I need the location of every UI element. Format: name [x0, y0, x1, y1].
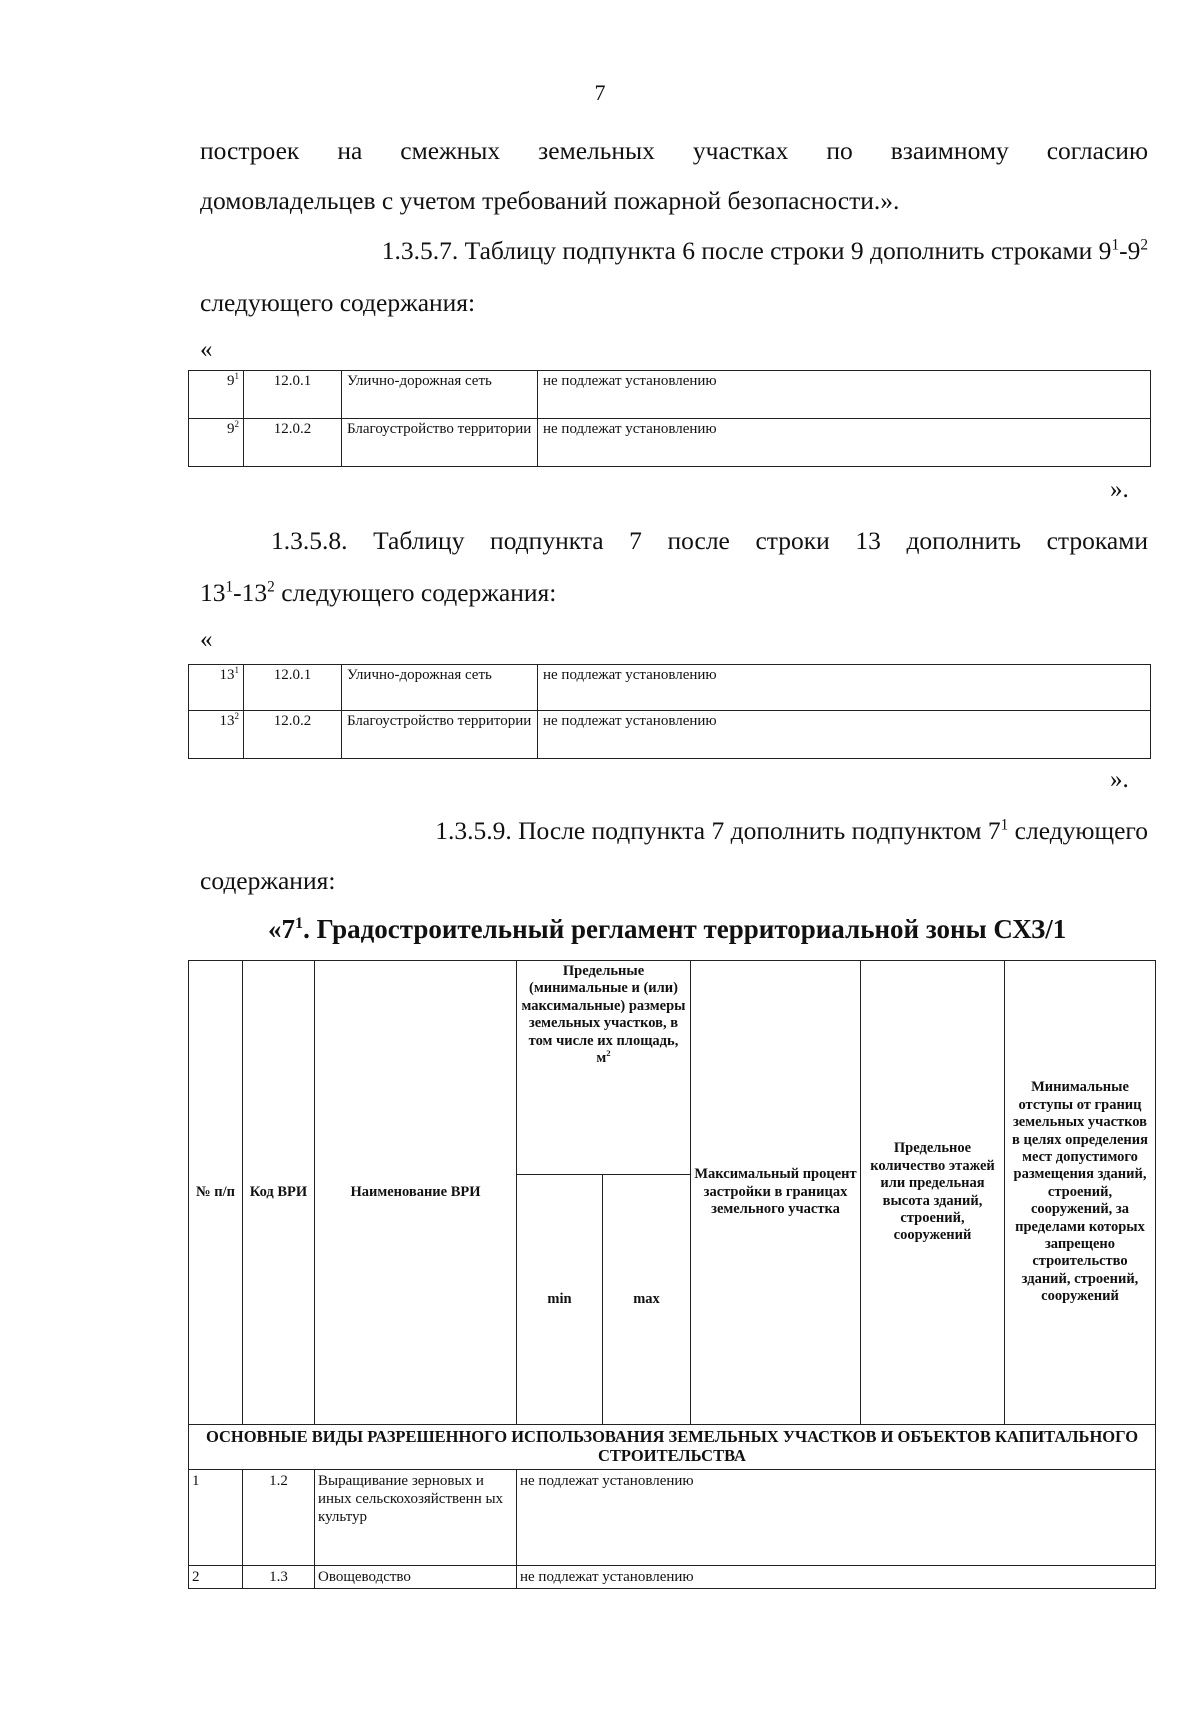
header-num: № п/п	[189, 961, 243, 1425]
header-max: max	[603, 1175, 691, 1425]
row-name: Улично-дорожная сеть	[342, 371, 538, 419]
header-code: Код ВРИ	[243, 961, 315, 1425]
row-code: 12.0.2	[244, 419, 342, 467]
page-number: 7	[594, 80, 606, 105]
table-row	[189, 711, 1151, 759]
table-row	[189, 1565, 1156, 1588]
row-num: $9^1$	[189, 371, 244, 419]
row-name: Овощеводство	[315, 1565, 517, 1588]
header-floors: Предельное количество этажей или предельная высота зданий, строений, сооружений	[861, 961, 1005, 1425]
table-row	[189, 665, 1151, 711]
header-size: Предельные (минимальные и (или) максимальные) размеры земельных участков, в том числе их площадь, $м^2$	[517, 961, 691, 1175]
header-name: Наименование ВРИ	[315, 961, 517, 1425]
item-1358: 1.3.5.8. Таблицу подпункта 7 после строки 13 дополнить строками	[271, 526, 1148, 555]
row-value: не подлежат установлению	[538, 665, 1151, 711]
row-code: 1.3	[243, 1565, 315, 1588]
table-row	[189, 419, 1151, 467]
header-setback: Минимальные отступы от границ земельных участков в целях определения мест допустимого размещения зданий, строений, сооружений, за пределами которых запрещено строительство зданий, строений, сооружений	[1005, 961, 1156, 1425]
open-quote: «	[200, 626, 213, 653]
header-row	[189, 961, 1156, 1175]
close-quote: ».	[1110, 476, 1129, 503]
header-percent: Максимальный процент застройки в границах земельного участка	[691, 961, 861, 1425]
row-name: Улично-дорожная сеть	[342, 665, 538, 711]
table-row	[189, 1469, 1156, 1565]
item-1359-line2: содержания:	[200, 866, 336, 895]
row-value: не подлежат установлению	[538, 371, 1151, 419]
row-code: 12.0.1	[244, 371, 342, 419]
paragraph-line: домовладельцев с учетом требований пожарной безопасности.».	[200, 186, 900, 215]
section-row	[189, 1425, 1156, 1470]
row-code: 12.0.1	[244, 665, 342, 711]
row-value: не подлежат установлению	[517, 1565, 1156, 1588]
item-1359: 1.3.5.9. После подпункта 7 дополнить подпунктом $7^1$ следующего	[435, 816, 1148, 845]
row-num: $13^1$	[189, 665, 244, 711]
row-code: 12.0.2	[244, 711, 342, 759]
row-name: Благоустройство территории	[342, 711, 538, 759]
item-1357-line2: следующего содержания:	[200, 288, 476, 317]
item-1358-line2: $13^1-13^2$ следующего содержания:	[200, 578, 557, 607]
row-code: 1.2	[243, 1469, 315, 1565]
section-title: ОСНОВНЫЕ ВИДЫ РАЗРЕШЕННОГО ИСПОЛЬЗОВАНИЯ ЗЕМЕЛЬНЫХ УЧАСТКОВ И ОБЪЕКТОВ КАПИТАЛЬНОГО СТРОИТЕЛЬСТВА	[189, 1425, 1156, 1470]
open-quote: «	[200, 336, 213, 363]
table-a	[188, 370, 1151, 467]
row-num: 1	[189, 1469, 243, 1565]
row-num: 2	[189, 1565, 243, 1588]
regulation-table	[188, 960, 1156, 1589]
paragraph-line: построек на смежных земельных участках по взаимному согласию	[200, 136, 1148, 165]
row-name: Выращивание зерновых и иных сельскохозяйственн ых культур	[315, 1469, 517, 1565]
row-num: $13^2$	[189, 711, 244, 759]
row-value: не подлежат установлению	[538, 711, 1151, 759]
header-min: min	[517, 1175, 603, 1425]
row-value: не подлежат установлению	[517, 1469, 1156, 1565]
table-b	[188, 664, 1151, 759]
row-num: $9^2$	[189, 419, 244, 467]
row-name: Благоустройство территории	[342, 419, 538, 467]
row-value: не подлежат установлению	[538, 419, 1151, 467]
section-heading: «$7^1$. Градостроительный регламент территориальной зоны СХЗ/1	[268, 914, 1067, 944]
item-1357: 1.3.5.7. Таблицу подпункта 6 после строки 9 дополнить строками $9^1-9^2$	[381, 236, 1148, 265]
close-quote: ».	[1110, 766, 1129, 793]
table-row	[189, 371, 1151, 419]
